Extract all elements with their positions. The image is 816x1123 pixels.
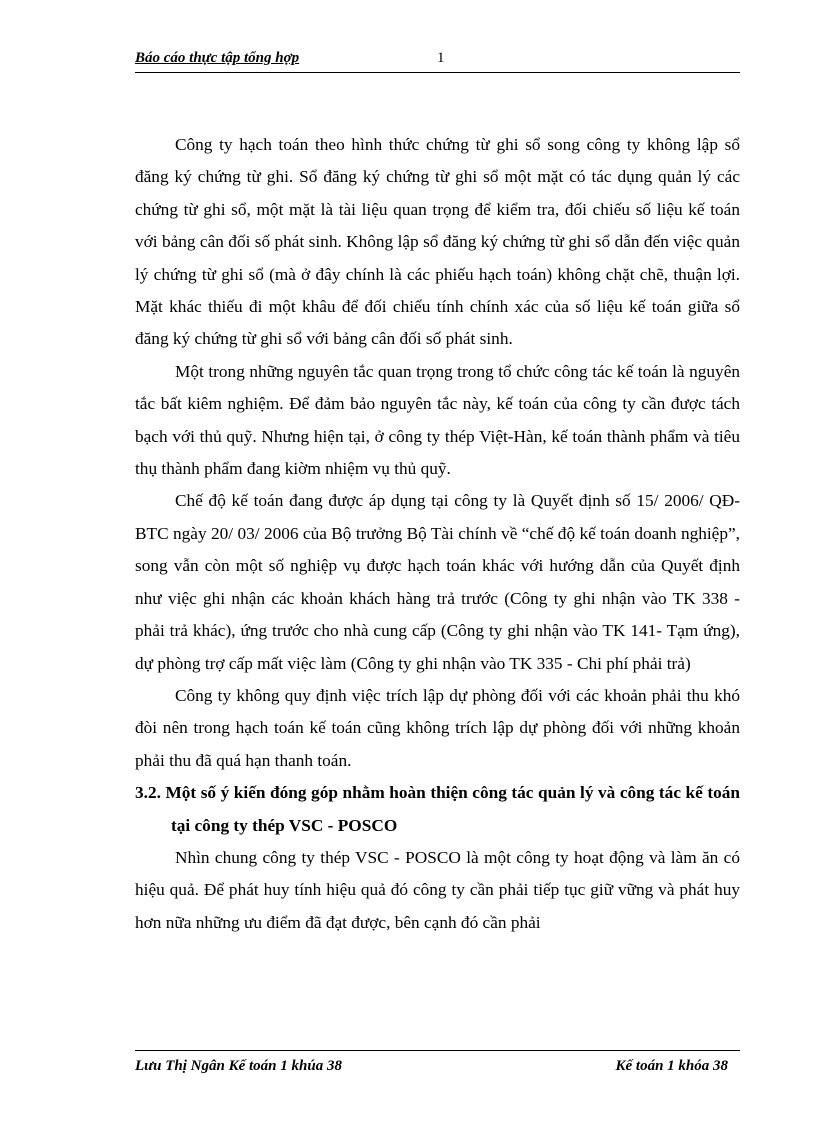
footer-author: Lưu Thị Ngân Kế toán 1 khúa 38 — [135, 1058, 342, 1074]
body-paragraph-1: Công ty hạch toán theo hình thức chứng từ ghi sổ song công ty không lập sổ đăng ký chứng từ ghi. Sổ đăng ký chứng từ ghi sổ một mặt có tác dụng quản lý các chứng từ ghi sổ, một mặt là tài liệu quan trọng để kiểm tra, đối chiếu số liệu kế toán với bảng cân đối số phát sinh. Không lập sổ đăng ký chứng từ ghi sổ dẫn đến việc quản lý chứng từ ghi sổ (mà ở đây chính là các phiếu hạch toán) không chặt chẽ, thuận lợi. Mặt khác thiếu đi một khâu để đối chiếu tính chính xác của số liệu kế toán giữa sổ đăng ký chứng từ ghi sổ với bảng cân đối số phát sinh. — [135, 135, 740, 349]
section-heading: 3.2. Một số ý kiến đóng góp nhằm hoàn thiện công tác quản lý và công tác kế toán tại công ty thép VSC - POSCO — [135, 783, 740, 835]
body-paragraph-2: Một trong những nguyên tắc quan trọng trong tổ chức công tác kế toán là nguyên tắc bất kiêm nghiệm. Để đảm bảo nguyên tắc này, kế toán của công ty cần được tách bạch với thủ quỹ. Nhưng hiện tại, ở công ty thép Việt-Hàn, kế toán thành phẩm và tiêu thụ thành phẩm đang kiờm nhiệm vụ thủ quỹ. — [135, 361, 740, 479]
body-paragraph-4: Công ty không quy định việc trích lập dự phòng đối với các khoản phải thu khó đòi nên trong hạch toán kế toán cũng không trích lập dự phòng đối với những khoản phải thu đã quá hạn thanh toán. — [135, 685, 740, 770]
page-footer — [135, 1050, 740, 1079]
page-header — [135, 48, 740, 73]
document-body — [135, 129, 740, 939]
footer-class: Kế toán 1 khóa 38 — [615, 1058, 728, 1074]
body-paragraph-3: Chế độ kế toán đang được áp dụng tại công ty là Quyết định số 15/ 2006/ QĐ-BTC ngày 20/ 03/ 2006 của Bộ trưởng Bộ Tài chính về “chế độ kế toán doanh nghiệp”, song vẫn còn một số nghiệp vụ được hạch toán khác với hướng dẫn của Quyết định như việc ghi nhận các khoản khách hàng trả trước (Công ty ghi nhận vào TK 338 - phải trả khác), ứng trước cho nhà cung cấp (Công ty ghi nhận vào TK 141- Tạm ứng), dự phòng trợ cấp mất việc làm (Công ty ghi nhận vào TK 335 - Chi phí phải trả) — [135, 491, 740, 673]
header-title: Báo cáo thực tập tổng hợp — [135, 50, 300, 66]
page-number: 1 — [437, 50, 445, 66]
section-paragraph: Nhìn chung công ty thép VSC - POSCO là một công ty hoạt động và làm ăn có hiệu quả. Để phát huy tính hiệu quả đó công ty cần phải tiếp tục giữ vững và phát huy hơn nữa những ưu điểm đã đạt được, bên cạnh đó cần phải — [135, 847, 740, 932]
